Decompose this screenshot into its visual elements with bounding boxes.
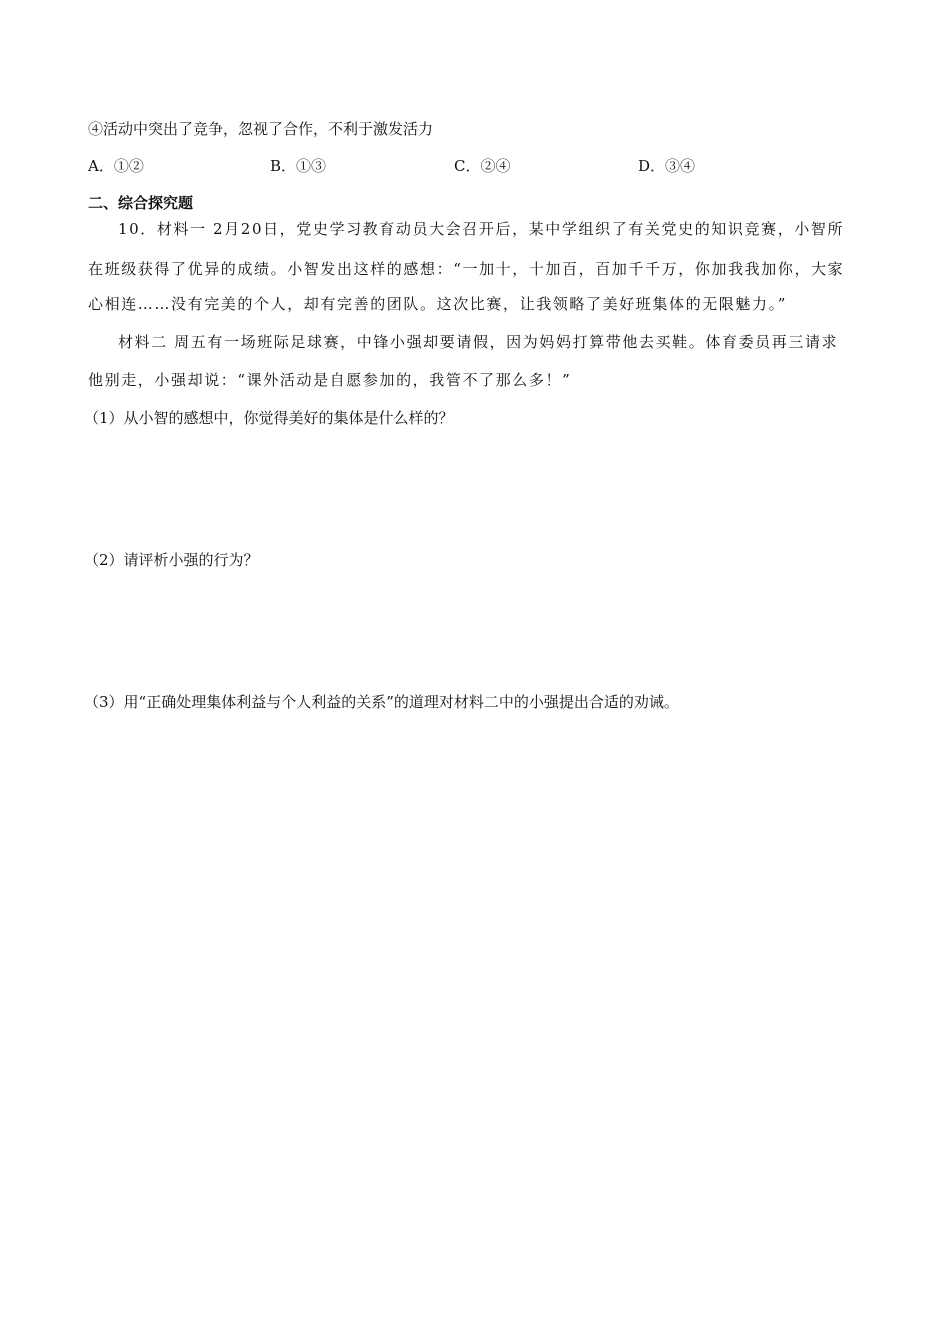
option-c-letter: C． [454, 157, 481, 175]
statement-4: ④活动中突出了竞争，忽视了合作，不利于激发活力 [88, 120, 434, 138]
sub-question-1: （1）从小智的感想中，你觉得美好的集体是什么样的？ [84, 409, 454, 427]
option-d-letter: D． [638, 157, 666, 175]
sub-question-2: （2）请评析小强的行为？ [84, 551, 259, 569]
material2-line-2: 他别走，小强却说：“课外活动是自愿参加的，我管不了那么多！” [88, 371, 572, 389]
sub-question-3: （3）用“正确处理集体利益与个人利益的关系”的道理对材料二中的小强提出合适的劝诫。 [84, 693, 679, 711]
option-c-text: ②④ [480, 157, 511, 175]
option-c [454, 156, 511, 176]
option-a-text: ①② [113, 157, 144, 175]
option-b [270, 156, 326, 176]
material1-line-3: 心相连……没有完美的个人，却有完善的团队。这次比赛，让我领略了美好班集体的无限魅力。” [88, 295, 787, 313]
option-b-letter: B． [270, 157, 297, 175]
option-b-text: ①③ [296, 157, 327, 175]
option-a-letter: A． [88, 157, 114, 175]
material1-line-2: 在班级获得了优异的成绩。小智发出这样的感想：“一加十，十加百，百加千千万，你加我我加你，大家 [88, 260, 845, 278]
material2-line-1: 材料二 周五有一场班际足球赛，中锋小强却要请假，因为妈妈打算带他去买鞋。体育委员再三请求 [118, 333, 839, 351]
material1-line-1: 10．材料一 2月20日，党史学习教育动员大会召开后，某中学组织了有关党史的知识竞赛，小智所 [118, 220, 845, 238]
option-d-text: ③④ [665, 157, 696, 175]
option-d [638, 156, 695, 176]
option-a [88, 156, 144, 176]
section-heading: 二、综合探究题 [88, 194, 194, 212]
